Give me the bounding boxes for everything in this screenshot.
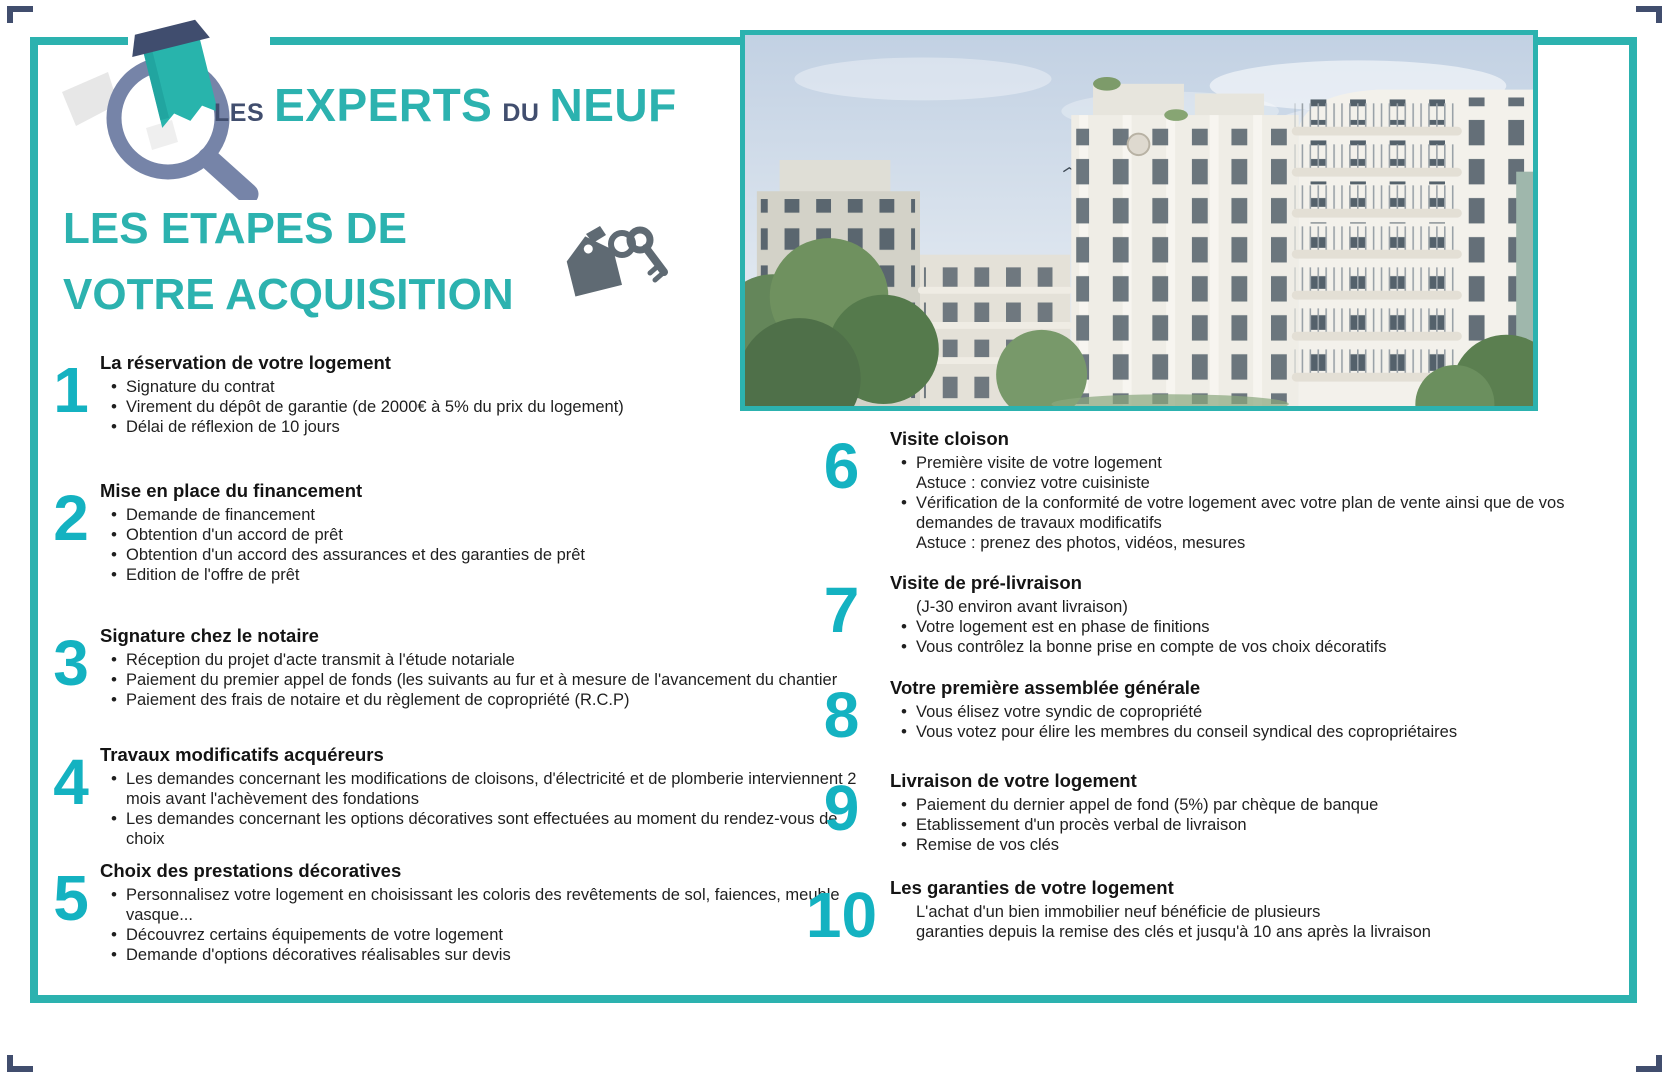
step-number: 5 (53, 862, 89, 934)
step-number: 4 (53, 746, 89, 818)
step-item: garanties depuis la remise des clés et jusqu'à 10 ans après la livraison (916, 923, 1431, 941)
step-item-list (890, 453, 1595, 553)
step-heading: La réservation de votre logement (100, 352, 391, 373)
step-heading: Signature chez le notaire (100, 625, 319, 646)
step-item-list (890, 597, 1595, 657)
page-title-line1: LES ETAPES DE (63, 204, 407, 253)
step-number: 6 (823, 430, 860, 502)
step-heading: Visite cloison (890, 428, 1009, 449)
step-heading: Votre première assemblée générale (890, 677, 1201, 698)
step-10 (793, 877, 1595, 951)
step-heading: Choix des prestations décoratives (100, 860, 402, 881)
brand-word-les: LES (214, 99, 265, 127)
step-item: • Obtention d'un accord de prêt (126, 525, 875, 545)
step-item: • Paiement du dernier appel de fond (5%) par chèque de banque (916, 795, 1595, 815)
brand-word-du: DU (502, 99, 540, 127)
step-heading: Visite de pré-livraison (890, 572, 1082, 593)
step-9 (793, 770, 1595, 855)
step-item-list (890, 795, 1595, 855)
step-item: • Personnalisez votre logement en choisissant les coloris des revêtements de sol, faiences, meuble vasque... (126, 885, 875, 925)
step-heading: Travaux modificatifs acquéreurs (100, 744, 384, 765)
step-heading: Les garanties de votre logement (890, 877, 1174, 898)
step-item: • Les demandes concernant les modifications de cloisons, d'électricité et de plomberie interviennent 2 mois avant l'achèvement des fondations (126, 769, 875, 809)
brand-word-neuf: NEUF (549, 79, 677, 131)
step-7 (793, 572, 1595, 657)
step-number: 7 (823, 574, 860, 646)
step-item: • Signature du contrat (126, 377, 875, 397)
step-item: • Remise de vos clés (916, 835, 1595, 855)
brand-word-experts: EXPERTS (274, 79, 493, 131)
page-title-line2: VOTRE ACQUISITION (63, 270, 514, 319)
step-item: • Les demandes concernant les options décoratives sont effectuées au moment du rendez-vous de choix (126, 809, 875, 849)
step-item: L'achat d'un bien immobilier neuf bénéficie de plusieurs (916, 903, 1321, 921)
step-item: • Votre logement est en phase de finitions (916, 617, 1595, 637)
step-number: 2 (53, 482, 89, 554)
step-item: • Réception du projet d'acte transmit à l'étude notariale (126, 650, 875, 670)
step-item: • Vous élisez votre syndic de copropriété (916, 702, 1595, 722)
step-number: 3 (53, 627, 89, 699)
step-item: • Découvrez certains équipements de votre logement (126, 925, 875, 945)
step-item: Astuce : prenez des photos, vidéos, mesures (916, 534, 1246, 552)
step-number: 8 (823, 679, 860, 751)
step-6 (793, 428, 1595, 553)
step-item: • Vérification de la conformité de votre logement avec votre plan de vente ainsi que de vos demandes de travaux modificatifs (916, 493, 1595, 533)
step-number: 1 (53, 354, 89, 426)
step-8 (793, 677, 1595, 751)
step-item: • Délai de réflexion de 10 jours (126, 417, 875, 437)
step-heading: Livraison de votre logement (890, 770, 1137, 791)
step-heading: Mise en place du financement (100, 480, 363, 501)
step-item: • Demande d'options décoratives réalisables sur devis (126, 945, 875, 965)
step-item: • Virement du dépôt de garantie (de 2000€ à 5% du prix du logement) (126, 397, 875, 417)
step-item: • Edition de l'offre de prêt (126, 565, 875, 585)
step-item: • Première visite de votre logement (916, 453, 1595, 473)
step-body (890, 770, 1595, 855)
step-item: Astuce : conviez votre cuisiniste (916, 474, 1150, 492)
step-item: • Demande de financement (126, 505, 875, 525)
step-item: (J-30 environ avant livraison) (916, 598, 1128, 616)
step-item-list (890, 902, 1595, 942)
step-item: • Obtention d'un accord des assurances et des garanties de prêt (126, 545, 875, 565)
step-number: 10 (805, 879, 878, 951)
step-item: • Etablissement d'un procès verbal de livraison (916, 815, 1595, 835)
step-item: • Vous votez pour élire les membres du conseil syndical des copropriétaires (916, 722, 1595, 742)
step-item-list (890, 702, 1595, 742)
step-item: • Paiement du premier appel de fonds (les suivants au fur et à mesure de l'avancement du chantier (126, 670, 875, 690)
step-body (890, 877, 1595, 947)
step-item: • Paiement des frais de notaire et du règlement de copropriété (R.C.P) (126, 690, 875, 710)
step-body (890, 572, 1595, 657)
step-number: 9 (823, 772, 860, 844)
step-item: • Vous contrôlez la bonne prise en compte de vos choix décoratifs (916, 637, 1595, 657)
step-body (890, 428, 1595, 553)
step-body (890, 677, 1595, 747)
